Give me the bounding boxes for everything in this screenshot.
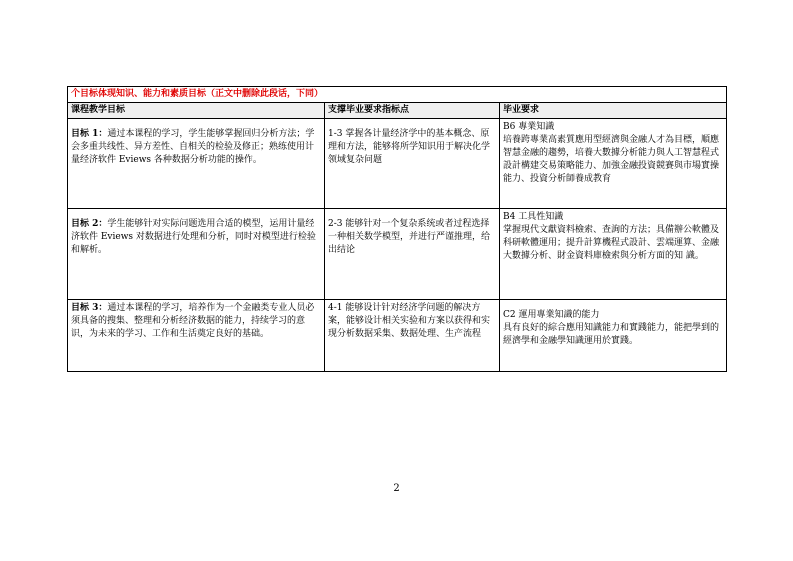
indicator-cell [325, 300, 500, 372]
goal-cell [68, 209, 325, 300]
table-header-row [68, 103, 727, 119]
goal-label: 目标 3： [71, 303, 108, 313]
header-graduation-requirement: 毕业要求 [500, 103, 727, 119]
requirement-cell [500, 119, 727, 209]
header-indicator: 支撑毕业要求指标点 [325, 103, 500, 119]
goal-cell [68, 119, 325, 209]
table-row [68, 119, 727, 209]
goal-text: 通过本课程的学习，学生能够掌握回归分析方法；学会多重共线性、异方差性、自相关的检验及修正；熟练使用计量经济软件 Eviews 各种数据分析功能的操作。 [71, 129, 315, 165]
goal-label: 目标 2： [71, 219, 108, 229]
goal-label: 目标 1： [71, 129, 108, 139]
indicator-cell [325, 119, 500, 209]
requirement-text: 掌握現代文獻資料檢索、查詢的方法；具備辦公軟體及科研軟體運用；提升計算機程式設計、雲端運算、金融大數據分析、財金資料庫檢索與分析方面的知 識。 [503, 225, 720, 261]
requirement-cell [500, 209, 727, 300]
header-course-goal: 课程教学目标 [68, 103, 325, 119]
goal-text: 通过本课程的学习，培养作为一个金融类专业人员必须具备的搜集、整理和分析经济数据的能力，持续学习的意识，为未来的学习、工作和生活奠定良好的基础。 [71, 303, 315, 339]
page-number: 2 [393, 483, 400, 494]
indicator-text: 1-3 掌握各计量经济学中的基本概念、原理和方法，能够将所学知识用于解决化学领域复杂问题 [328, 129, 491, 165]
goal-cell [68, 300, 325, 372]
requirement-text: 培養跨專業高素質應用型經濟與金融人才為目標，順應智慧金融的趨勢，培養大數據分析能力與人工智慧程式設計構建交易策略能力、加強金融投資競賽與市場實操能力、投資分析師養成教育 [503, 135, 720, 184]
indicator-text: 2-3 能够针对一个复杂系统或者过程选择一种相关数学模型，并进行严谨推理，给出结论 [328, 219, 491, 255]
table-row [68, 209, 727, 300]
requirement-title: B6 專業知識 [503, 122, 555, 132]
requirement-title: C2 運用專業知識的能力 [503, 310, 600, 320]
requirement-title: B4 工具性知識 [503, 212, 564, 222]
table-banner-text: 个目标体现知识、能力和素质目标（正文中删除此段话，下同） [68, 87, 727, 103]
indicator-text: 4-1 能够设计针对经济学问题的解决方案，能够设计相关实验和方案以获得和实现分析数据采集、数据处理、生产流程 [328, 303, 491, 339]
table-row [68, 300, 727, 372]
indicator-cell [325, 209, 500, 300]
table-banner-row [68, 87, 727, 103]
goal-text: 学生能够针对实际问题选用合适的模型，运用计量经济软件 Eviews 对数据进行处理和分析，同时对模型进行检验和解析。 [71, 219, 316, 255]
course-objectives-table [67, 86, 727, 372]
requirement-cell [500, 300, 727, 372]
requirement-text: 具有良好的綜合應用知識能力和實踐能力，能把學到的經濟學和金融學知識運用於實踐。 [503, 323, 720, 346]
